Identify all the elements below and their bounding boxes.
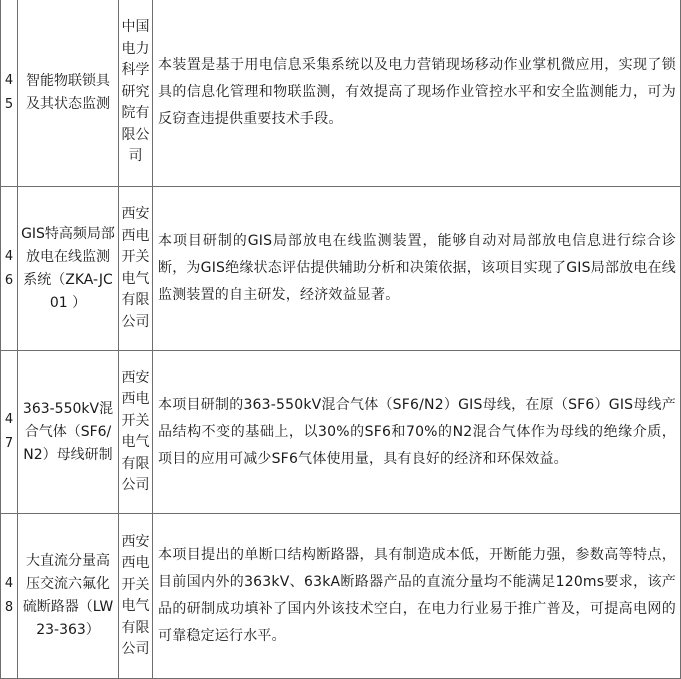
project-name: 363-550kV混合气体（SF6/N2）母线研制 [18,351,119,514]
project-description: 本装置是基于用电信息采集系统以及电力营销现场移动作业掌机微应用，实现了锁具的信息化管理和物联监测，有效提高了现场作业管控水平和安全监测能力，可为反窃查违提供重要技术手段。 [153,0,681,187]
row-number: 45 [1,0,18,187]
project-name: 智能物联锁具及其状态监测 [18,0,119,187]
organization: 中国电力科学研究院有限公司 [119,0,153,187]
project-name: 大直流分量高压交流六氟化硫断路器（LW23-363） [18,514,119,679]
organization: 西安西电开关电气有限公司 [119,187,153,351]
project-description: 本项目研制的363-550kV混合气体（SF6/N2）GIS母线，在原（SF6）GIS母线产品结构不变的基础上，以30%的SF6和70%的N2混合气体作为母线的绝缘介质，项目的应用可减少SF6气体使用量，具有良好的经济和环保效益。 [153,351,681,514]
table-row [1,514,681,679]
row-number: 48 [1,514,18,679]
project-name: GIS特高频局部放电在线监测系统（ZKA-JC01 ） [18,187,119,351]
row-number: 46 [1,187,18,351]
organization: 西安西电开关电气有限公司 [119,351,153,514]
organization: 西安西电开关电气有限公司 [119,514,153,679]
table-row [1,0,681,187]
row-number: 47 [1,351,18,514]
table-row [1,351,681,514]
project-description: 本项目提出的单断口结构断路器，具有制造成本低，开断能力强，参数高等特点，目前国内外的363kV、63kA断路器产品的直流分量均不能满足120ms要求，该产品的研制成功填补了国内外该技术空白，在电力行业易于推广普及，可提高电网的可靠稳定运行水平。 [153,514,681,679]
table-row [1,187,681,351]
project-description: 本项目研制的GIS局部放电在线监测装置，能够自动对局部放电信息进行综合诊断，为GIS绝缘状态评估提供辅助分析和决策依据，该项目实现了GIS局部放电在线监测装置的自主研发，经济效益显著。 [153,187,681,351]
